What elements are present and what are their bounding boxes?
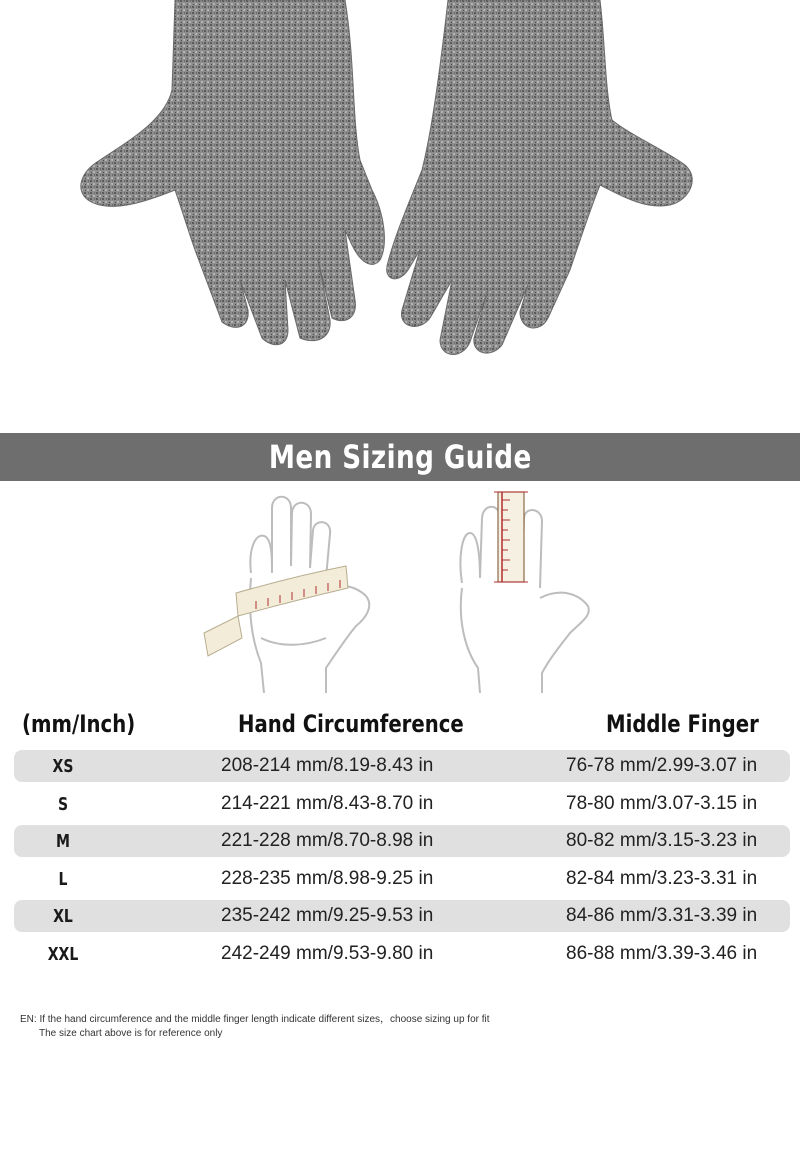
size-label: XS: [52, 756, 74, 777]
table-row: [14, 938, 790, 970]
size-label: M: [56, 831, 70, 852]
gloves-photo: [0, 0, 800, 420]
middle-finger-header: Middle Finger: [606, 710, 759, 738]
footnote-line-1: EN: If the hand circumference and the middle finger length indicate different sizes，choose sizing up for fit: [20, 1014, 490, 1025]
size-label: XL: [53, 906, 73, 927]
size-label: S: [57, 794, 69, 815]
table-row: [14, 750, 790, 782]
hand-circumference-icon: [196, 488, 386, 693]
hand-circumference-value: 228-235 mm/8.98-9.25 in: [221, 868, 434, 889]
hand-circumference-value: 208-214 mm/8.19-8.43 in: [221, 755, 434, 776]
hand-circumference-value: 235-242 mm/9.25-9.53 in: [221, 905, 434, 926]
title-banner: [0, 433, 800, 481]
middle-finger-value: 84-86 mm/3.31-3.39 in: [566, 905, 758, 926]
hand-circumference-value: 221-228 mm/8.70-8.98 in: [221, 830, 434, 851]
middle-finger-value: 80-82 mm/3.15-3.23 in: [566, 830, 758, 851]
hand-circumference-value: 214-221 mm/8.43-8.70 in: [221, 793, 434, 814]
table-row: [14, 900, 790, 932]
page-title: Men Sizing Guide: [268, 438, 532, 476]
hand-circumference-header: Hand Circumference: [238, 710, 464, 738]
middle-finger-value: 86-88 mm/3.39-3.46 in: [566, 943, 758, 964]
table-row: [14, 788, 790, 820]
unit-header: (mm/Inch): [22, 710, 136, 738]
size-label: XXL: [47, 944, 79, 965]
footnote: [20, 1013, 490, 1041]
middle-finger-value: 78-80 mm/3.07-3.15 in: [566, 793, 758, 814]
size-label: L: [58, 869, 68, 890]
table-row: [14, 863, 790, 895]
hand-circumference-value: 242-249 mm/9.53-9.80 in: [221, 943, 434, 964]
middle-finger-icon: [450, 488, 600, 693]
footnote-line-2: The size chart above is for reference only: [39, 1028, 223, 1039]
middle-finger-value: 82-84 mm/3.23-3.31 in: [566, 868, 758, 889]
table-row: [14, 825, 790, 857]
middle-finger-value: 76-78 mm/2.99-3.07 in: [566, 755, 758, 776]
